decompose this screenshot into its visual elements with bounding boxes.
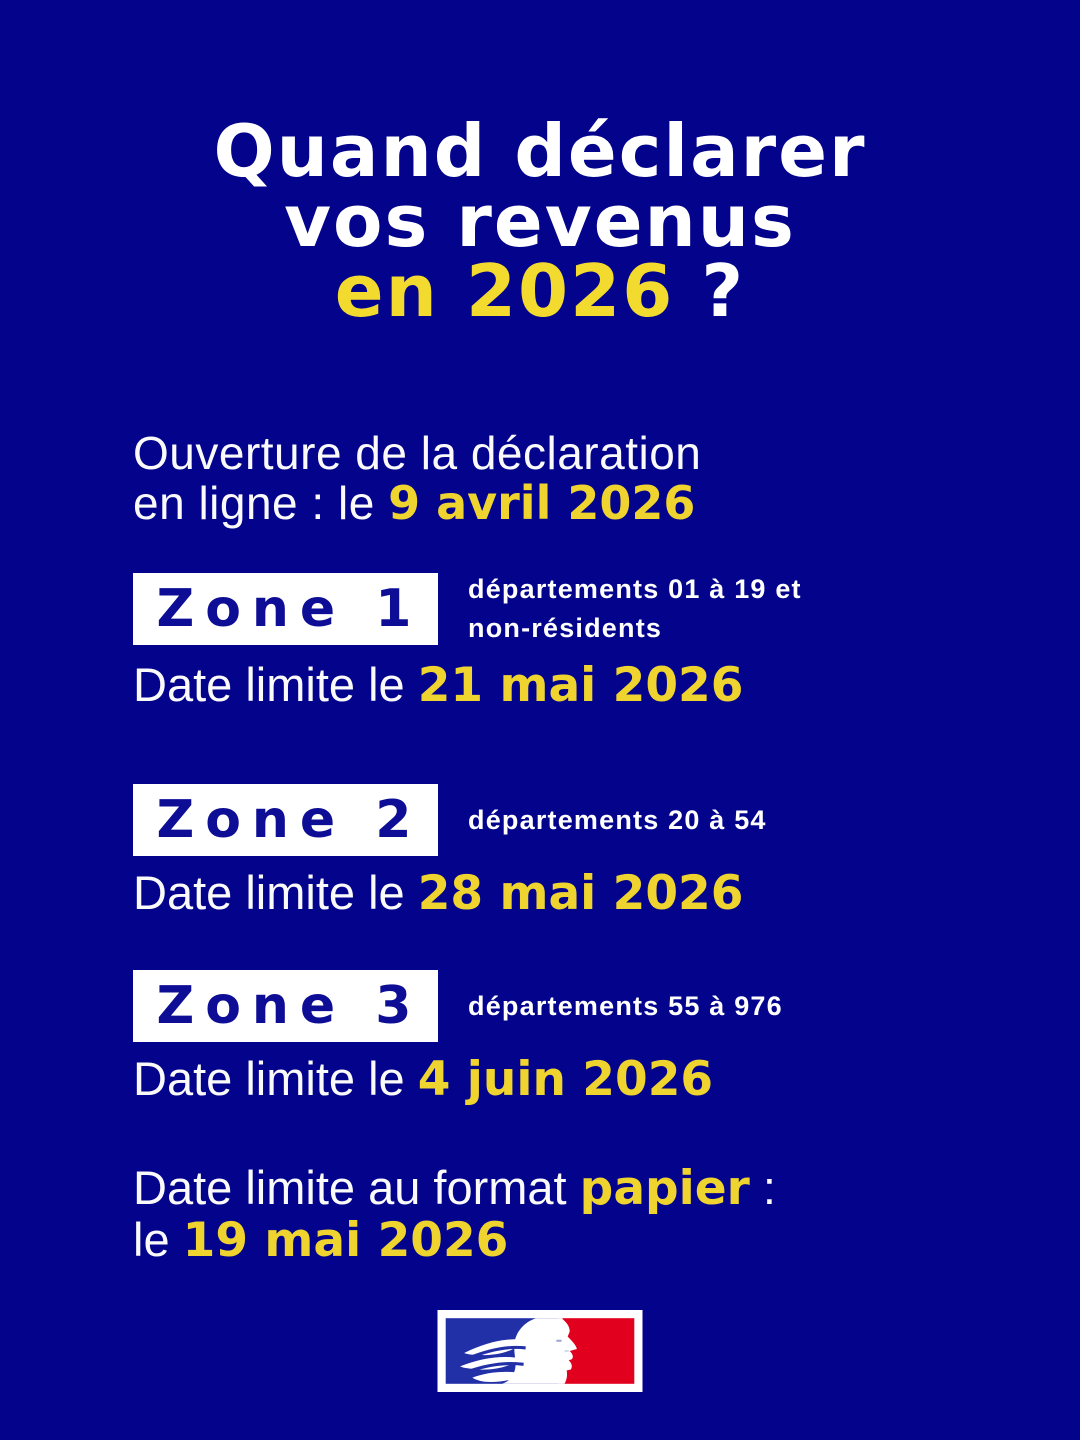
zone-3-row xyxy=(133,970,1080,1042)
zone-3-departments: départements 55 à 976 xyxy=(468,990,783,1021)
paper-deadline-text xyxy=(133,1162,1080,1266)
marianne-france-logo-icon xyxy=(437,1310,643,1392)
opening-date: 9 avril 2026 xyxy=(388,476,696,530)
zone-2-badge: Zone 2 xyxy=(133,784,438,856)
paper-line1-prefix: Date limite au format xyxy=(133,1161,580,1214)
zone-1-departments: départements 01 à 19 et non-résidents xyxy=(468,574,802,643)
zone-3-badge: Zone 3 xyxy=(133,970,438,1042)
zone-1-deadline-prefix: Date limite le xyxy=(133,658,418,711)
zone-3-section xyxy=(133,970,1080,1106)
zone-3-deadline-date: 4 juin 2026 xyxy=(417,1052,714,1107)
zone-2-departments: départements 20 à 54 xyxy=(468,804,767,835)
title-question-mark: ? xyxy=(674,249,746,333)
zone-2-deadline xyxy=(133,867,1080,920)
paper-line2-prefix: le xyxy=(133,1213,183,1266)
zone-2-deadline-date: 28 mai 2026 xyxy=(417,866,744,921)
page-title xyxy=(0,0,1080,333)
opening-line2-prefix: en ligne : le xyxy=(133,477,389,529)
zone-1-section xyxy=(133,570,1080,712)
zone-2-section xyxy=(133,784,1080,920)
title-line2: vos revenus xyxy=(284,179,796,263)
zone-3-deadline-prefix: Date limite le xyxy=(133,1052,418,1105)
paper-line1-suffix: : xyxy=(749,1161,776,1214)
title-highlight-year: en 2026 xyxy=(334,249,675,333)
title-line1: Quand déclarer xyxy=(213,109,867,193)
zone-1-deadline-date: 21 mai 2026 xyxy=(417,658,744,713)
zone-1-badge: Zone 1 xyxy=(133,573,438,645)
zone-1-deadline xyxy=(133,659,1080,712)
zone-3-deadline xyxy=(133,1053,1080,1106)
footer xyxy=(0,1310,1080,1392)
zone-2-deadline-prefix: Date limite le xyxy=(133,866,418,919)
paper-highlight: papier xyxy=(579,1161,750,1216)
online-opening-text xyxy=(133,428,1080,528)
paper-date: 19 mai 2026 xyxy=(182,1213,509,1268)
zone-1-row xyxy=(133,570,1080,648)
opening-line1: Ouverture de la déclaration xyxy=(133,427,702,479)
zone-2-row xyxy=(133,784,1080,856)
